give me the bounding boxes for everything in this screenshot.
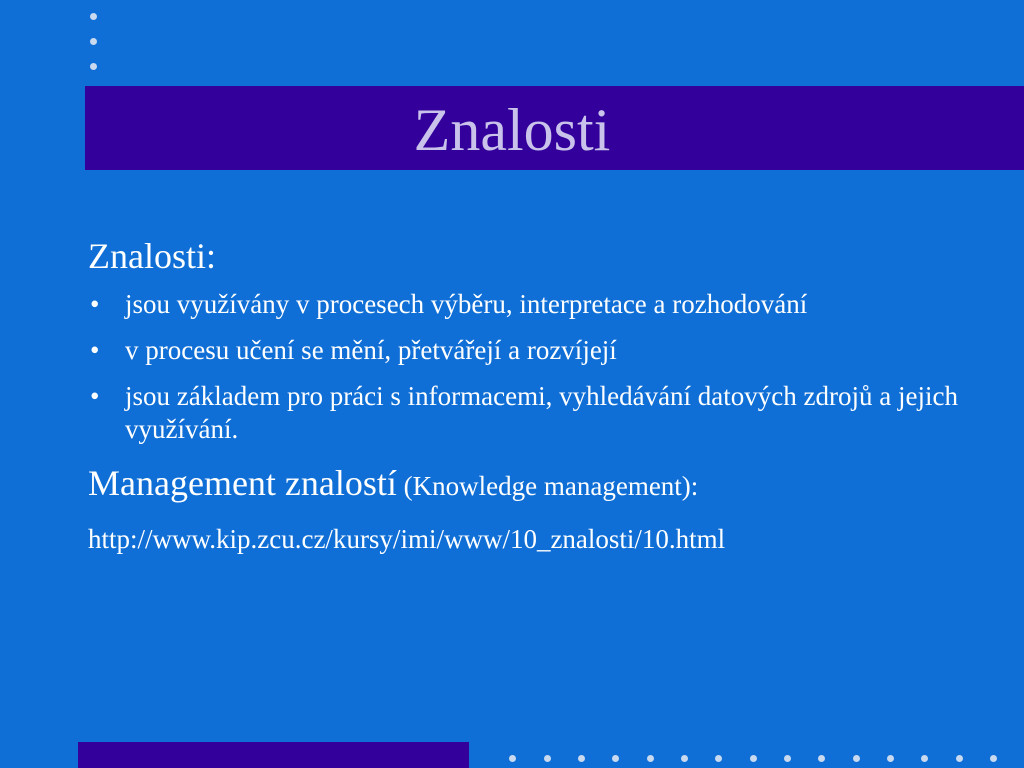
bullet-item	[88, 380, 988, 446]
decorative-dot	[509, 755, 516, 762]
decorative-dot	[90, 38, 97, 45]
bullet-item	[88, 288, 988, 321]
management-line	[88, 459, 988, 515]
slide-title	[0, 92, 1024, 168]
decorative-dot	[90, 63, 97, 70]
bullet-icon: •	[90, 335, 100, 365]
management-heading: Management znalostí	[88, 463, 397, 503]
bullet-text: v procesu učení se mění, přetvářejí a rozvíjejí	[125, 335, 617, 365]
management-subheading: (Knowledge management):	[396, 471, 699, 501]
decorative-dot	[818, 755, 825, 762]
decorative-dot	[612, 755, 619, 762]
bottom-band	[78, 742, 469, 768]
bullet-text: jsou základem pro práci s informacemi, vyhledávání datových zdrojů a jejich využívání.	[125, 381, 958, 444]
slide-title-text: Znalosti	[413, 97, 611, 163]
slide-content	[88, 230, 988, 559]
decorative-dot	[784, 755, 791, 762]
decorative-dot	[715, 755, 722, 762]
decorative-dot	[90, 13, 97, 20]
decorative-dot	[681, 755, 688, 762]
bullet-item	[88, 334, 988, 367]
decorative-dot	[956, 755, 963, 762]
decorative-dot	[853, 755, 860, 762]
bullet-text: jsou využívány v procesech výběru, interpretace a rozhodování	[125, 289, 808, 319]
decorative-dot	[990, 755, 997, 762]
decorative-dot	[647, 755, 654, 762]
reference-url: http://www.kip.zcu.cz/kursy/imi/www/10_znalosti/10.html	[88, 524, 726, 554]
bullet-icon: •	[90, 381, 100, 411]
bullet-icon: •	[90, 289, 100, 319]
content-heading: Znalosti:	[88, 236, 216, 276]
decorative-dot	[887, 755, 894, 762]
decorative-dot	[750, 755, 757, 762]
decorative-dot	[921, 755, 928, 762]
decorative-dot	[578, 755, 585, 762]
decorative-dot	[544, 755, 551, 762]
bullet-list	[88, 288, 988, 446]
